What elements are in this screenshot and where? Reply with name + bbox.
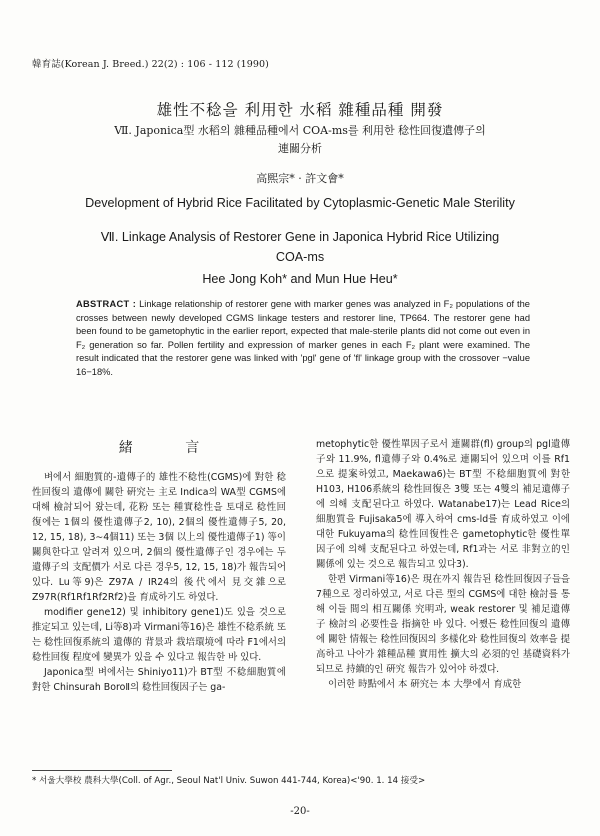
footnote: * 서울大學校 農科大學(Coll. of Agr., Seoul Nat'l Univ. Suwon 441-744, Korea)<'90. 1. 14 接受>: [32, 776, 426, 786]
korean-authors: 高熙宗* · 許文會*: [256, 172, 344, 185]
journal-citation: 韓育誌(Korean J. Breed.) 22(2) : 106 - 112 (1990): [32, 59, 269, 70]
paragraph: metophytic한 優性單因子로서 連關群(fl) group의 pgl遺傳子와 11.9%, fl遺傳子와 0.4%로 連關되어 있으며 이를 Rf1으로 提案하였고, Maekawa6)는 BT型 不稔細胞質에 對한 H103, H106系統의 稔性回復은 3雙 또는 4雙의 補足遺傳子에 의해 支配된다고 하였다. Watanabe17)는 Lead Rice의 細胞質을 Fujisaka5에 導入하여 cms-ld를 育成하였고 이에 대한 Fukuyama의 稔性回復性은 gametophytic한 優性單因子에 의해 支配된다고 하였는데, Rf1과는 서로 非對立的인 關係에 있는 것으로 報告되고 있다3).: [316, 439, 570, 570]
paragraph: modifier gene12) 및 inhibitory gene1)도 있을 것으로 推定되고 있는데, Li等8)과 Virmani等16)은 雄性不稔系統 또는 稔性回復系統의 遺傳的 背景과 栽培環境에 따라 F1에서의 稔性回復 程度에 變異가 있을 수 있다고 報告한 바 있다.: [32, 607, 286, 663]
paragraph: Japonica型 벼에서는 Shiniyo11)가 BT型 不稔細胞質에 對한 Chinsurah BoroⅡ의 稔性回復因子는 ga-: [32, 667, 286, 693]
english-subtitle-line: COA-ms: [275, 250, 325, 264]
english-subtitle-line: Ⅶ. Linkage Analysis of Restorer Gene in Japonica Hybrid Rice Utilizing: [100, 230, 500, 244]
abstract-text: Linkage relationship of restorer gene with marker genes was analyzed in F₂ populations of the crosses between newly developed CGMS linkage testers and restorer line, TP664. The restorer gene had been found to be gametophytic in the earlier report, expected that male-sterile plants did not come out even in F₂ generation so far. Pollen fertility and expression of marker genes in each F₂ plant were examined. The result indicated that the restorer gene was linked with 'pgl' gene of 'fl' linkage group with the crossover −value 16−18%.: [76, 299, 530, 377]
korean-title: 雄性不稔을 利用한 水稻 雜種品種 開發: [156, 101, 444, 119]
paragraph: 한편 Virmani等16)은 現在까지 報告된 稔性回復因子들을 7種으로 정리하였고, 서로 다른 型의 CGMS에 대한 檢討를 통해 이들 間의 相互關係 究明과, weak restorer 및 補足遺傳子 檢討의 必要性을 指摘한 바 있다. 어쨌든 稔性回復의 遺傳에 關한 情報는 稔性回復因의 多樣化와 稔性回復의 效率을 提高하고 나아가 雜種品種 實用性 擴大의 必須的인 基礎資料가 되므로 持續的인 硏究 報告가 있어야 하겠다.: [316, 574, 570, 675]
body-left-column: [32, 437, 286, 695]
english-authors: Hee Jong Koh* and Mun Hue Heu*: [202, 272, 398, 286]
korean-subtitle-line: Ⅶ. Japonica型 水稻의 雜種品種에서 COA-ms를 利用한 稔性回復遺傳子의: [114, 124, 486, 137]
english-subtitle: [52, 227, 548, 267]
abstract-label: ABSTRACT :: [76, 299, 137, 309]
english-title: Development of Hybrid Rice Facilitated by Cytoplasmic-Genetic Male Sterility: [85, 196, 515, 210]
abstract: [76, 298, 530, 380]
korean-subtitle-line: 連關分析: [278, 142, 322, 155]
paragraph: 이러한 時點에서 本 硏究는 本 大學에서 育成한: [328, 679, 522, 690]
section-heading: 緒 言: [118, 440, 224, 456]
page-number: -20-: [290, 806, 310, 817]
body-right-column: [316, 437, 570, 692]
korean-subtitle: [0, 122, 600, 158]
paragraph: 벼에서 細胞質的-遺傳子的 雄性不稔性(CGMS)에 對한 稔性回復의 遺傳에 關한 硏究는 主로 Indica의 WA型 CGMS에 대해 檢討되어 왔는데, 花粉 또는 種實稔性을 토대로 稔性回復에는 1個의 優性遺傳子2, 10), 2個의 優性遺傳子5, 20, 12, 15, 18), 3∼4個11) 또는 3個 以上의 優性遺傳子1) 等이 關與한다고 알려져 있으며, 2個의 優性遺傳子인 경우에는 두 遺傳子의 支配價가 서로 다른 경우5, 12, 15, 18)가 報告되어 있다. Lu等9)은 Z97A / IR24의 後代에서 見交雜으로 Z97R(Rf1Rf1Rf2Rf2)을 育成하기도 하였다.: [32, 472, 286, 603]
footnote-divider: [32, 770, 172, 771]
